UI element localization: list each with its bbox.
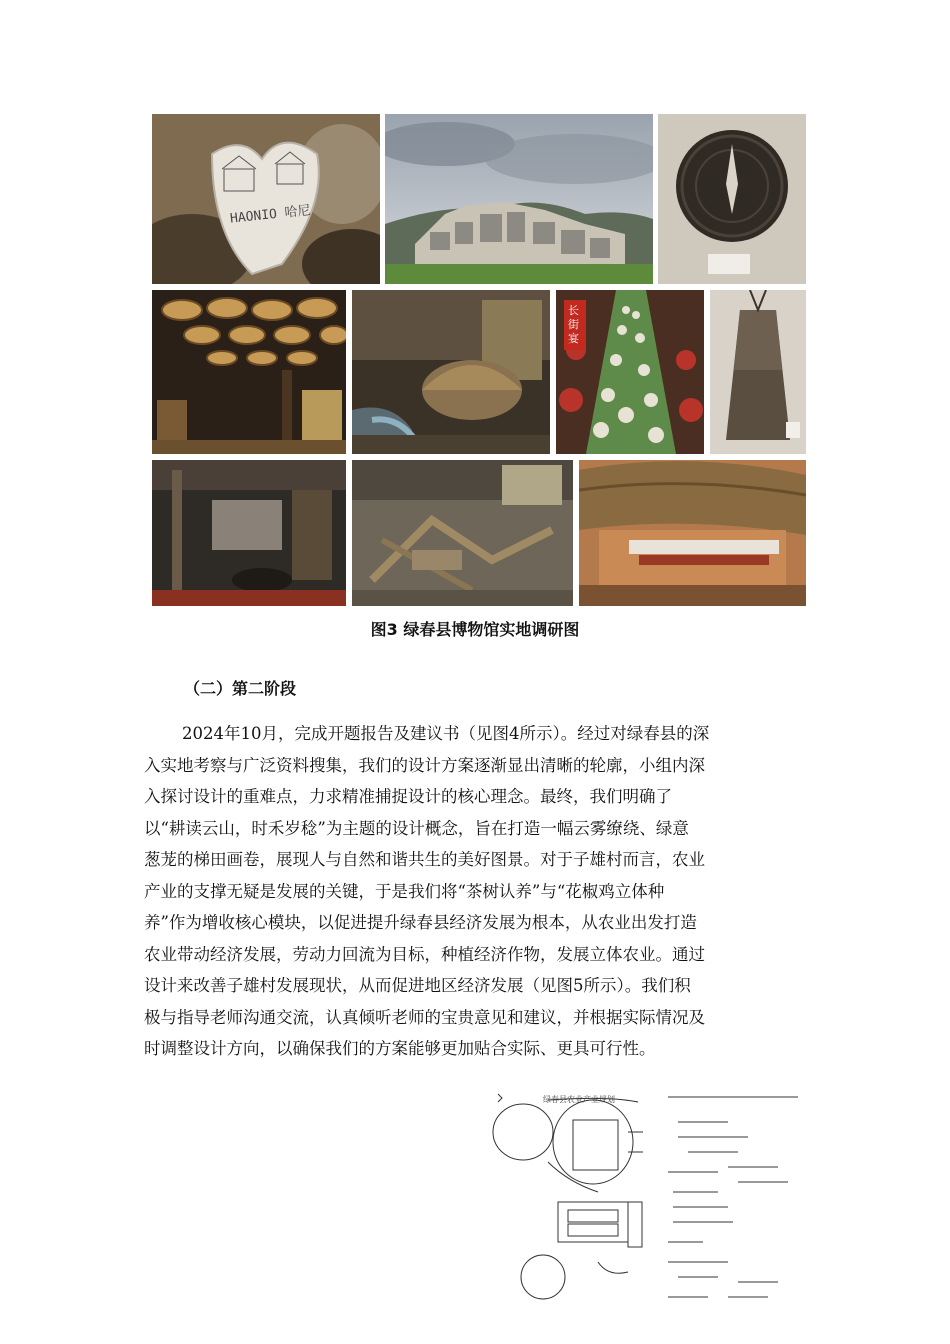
museum-diorama-photo <box>352 290 550 454</box>
straw-raincoat-photo <box>710 290 806 454</box>
hillside-town-photo <box>385 114 653 284</box>
paragraph-line: 入实地考察与广泛资料搜集，我们的设计方案逐渐显出清晰的轮廓，小组内深 <box>144 755 705 775</box>
banquet-banner-label: 长街宴 <box>568 304 579 345</box>
long-street-banquet-photo <box>556 290 704 454</box>
paragraph-line: 时调整设计方向，以确保我们的方案能够更加贴合实际、更具可行性。 <box>144 1039 656 1058</box>
farm-tools-exhibit-photo <box>352 460 573 606</box>
paragraph-line: 入探讨设计的重难点，力求精准捕捉设计的核心理念。最终，我们明确了 <box>144 787 672 806</box>
haonio-carved-label: HAONIO 哈尼 <box>229 203 312 227</box>
section-heading: （二）第二阶段 <box>184 679 297 698</box>
paragraph-line: 农业带动经济发展，劳动力回流为目标，种植经济作物，发展立体农业。通过 <box>144 944 705 964</box>
paragraph-line: 养”作为增收核心模块，以促进提升绿春县经济发展为根本，从农业出发打造 <box>144 913 697 932</box>
traditional-house-interior-photo <box>152 460 346 606</box>
paragraph-line: 葱茏的梯田画卷，展现人与自然和谐共生的美好图景。对于子雄村而言，农业 <box>144 850 705 869</box>
wood-carving-haonio-photo <box>152 114 380 284</box>
paragraph-line: 极与指导老师沟通交流，认真倾听老师的宝贵意见和建议，并根据实际情况及 <box>144 1007 705 1027</box>
paragraph-line: 产业的支撑无疑是发展的关键，于是我们将“茶树认养”与“花椒鸡立体种 <box>144 881 665 901</box>
thatched-mushroom-house-photo <box>579 460 806 606</box>
paragraph-line: 2024年10月，完成开题报告及建议书（见图4所示）。经过对绿春县的深 <box>182 724 710 743</box>
handwritten-planning-sketch <box>488 1092 806 1306</box>
woven-bamboo-hat-photo <box>658 114 806 284</box>
paragraph-line: 以“耕读云山，时禾岁稔”为主题的设计概念，旨在打造一幅云雾缭绕、绿意 <box>144 818 689 838</box>
museum-hall-ceiling-photo <box>152 290 346 454</box>
figure-caption: 图3 绿春县博物馆实地调研图 <box>370 620 580 639</box>
sketch-title: 绿春县农业产业规划 <box>543 1095 615 1104</box>
paragraph-line: 设计来改善子雄村发展现状，从而促进地区经济发展（见图5所示）。我们积 <box>144 976 691 995</box>
body-paragraph <box>144 718 814 1065</box>
